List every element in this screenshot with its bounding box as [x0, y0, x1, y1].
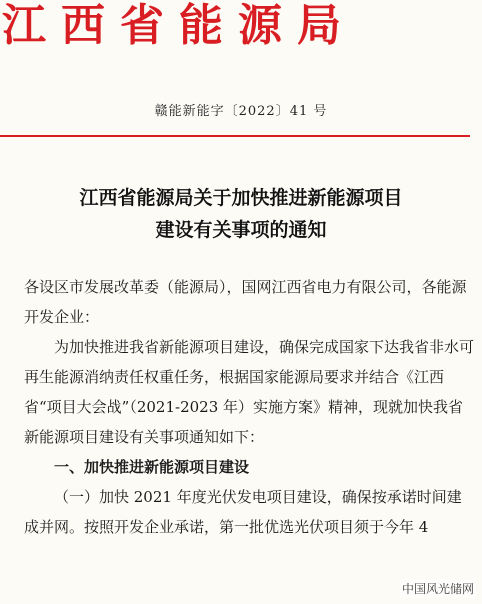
- document-title: [0, 182, 482, 246]
- letterhead-title: 江西省能源局: [2, 0, 356, 51]
- intro-paragraph: 为加快推进我省新能源项目建设，确保完成国家下达我省非水可再生能源消纳责任权重任务，根据国家能源局要求并结合《江西省“项目大会战”（2021-2023 年）实施方案》精神，现就加快我省新能源项目建设有关事项通知如下：: [24, 338, 475, 446]
- red-divider: [0, 135, 470, 137]
- document-title-line-1: 江西省能源局关于加快推进新能源项目: [79, 187, 403, 209]
- document-number: 赣能新能字〔2022〕41 号: [154, 104, 328, 119]
- recipients-paragraph: 各设区市发展改革委（能源局），国网江西省电力有限公司，各能源开发企业：: [24, 278, 467, 326]
- document-title-line-2: 建设有关事项的通知: [155, 219, 327, 241]
- watermark-text: 中国风光储网: [400, 579, 476, 598]
- document-body: [24, 272, 474, 542]
- section-heading: 一、加快推进新能源项目建设: [54, 458, 250, 476]
- body-paragraph: （一）加快 2021 年度光伏发电项目建设，确保按承诺时间建成并网。按照开发企业承诺，第一批优选光伏项目须于今年 4: [24, 488, 462, 536]
